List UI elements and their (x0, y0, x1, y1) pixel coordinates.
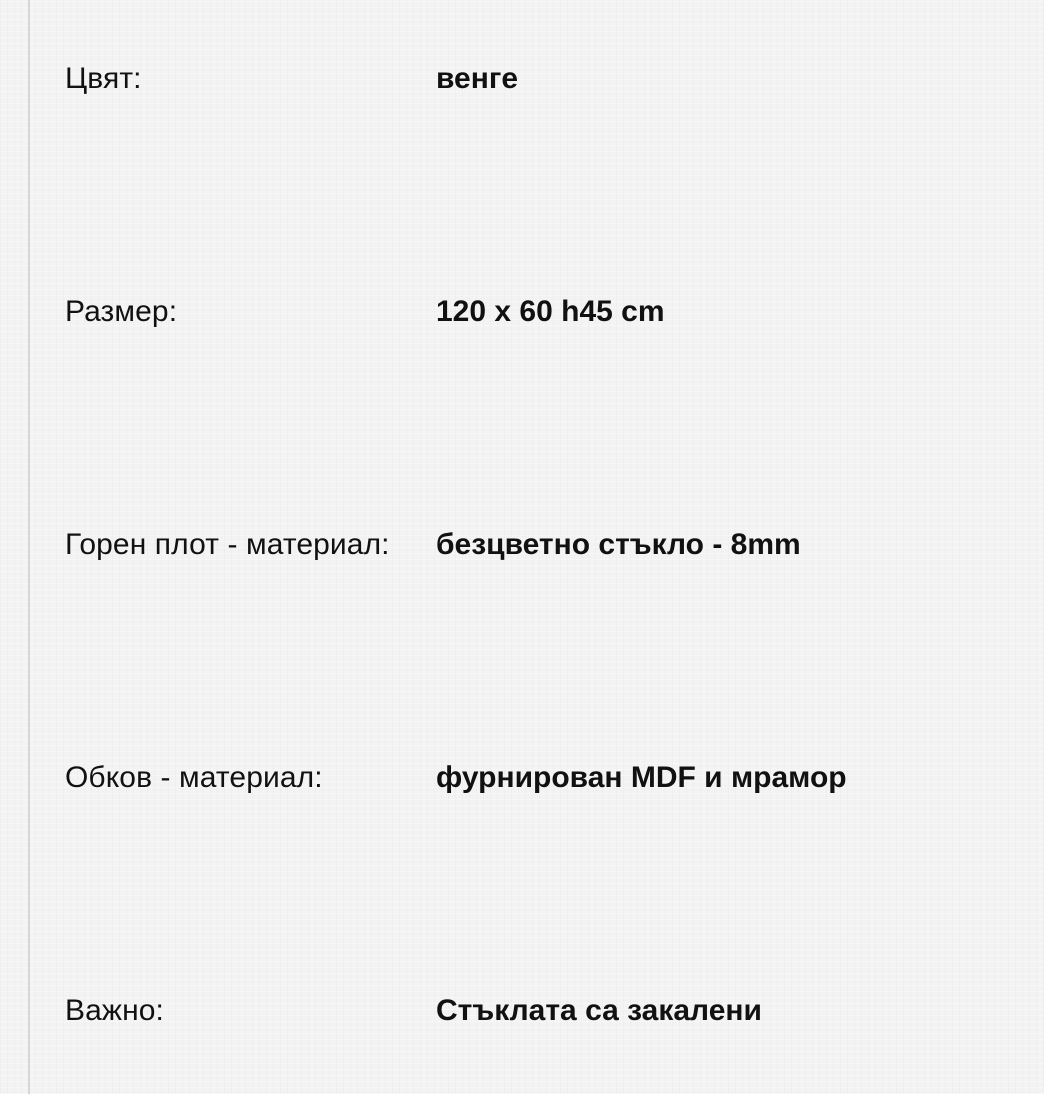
spec-value-size: 120 x 60 h45 cm (436, 295, 665, 328)
spec-value-color: венге (436, 62, 519, 95)
spec-row-important (65, 991, 762, 1031)
spec-label-frame-material: Обков - материал: (65, 761, 323, 794)
spec-value-top-material: безцветно стъкло - 8mm (436, 528, 801, 561)
spec-row-frame-material (65, 758, 847, 798)
spec-row-size (65, 292, 665, 332)
spec-value-important: Стъклата са закалени (436, 994, 762, 1027)
spec-label-important: Важно: (65, 994, 164, 1027)
spec-value-frame-material: фурнирован MDF и мрамор (436, 761, 847, 794)
spec-label-color: Цвят: (65, 62, 142, 95)
spec-row-color (65, 59, 518, 99)
left-divider-line (28, 0, 30, 1094)
spec-label-size: Размер: (65, 295, 178, 328)
spec-label-top-material: Горен плот - материал: (65, 528, 390, 561)
spec-row-top-material (65, 525, 801, 565)
